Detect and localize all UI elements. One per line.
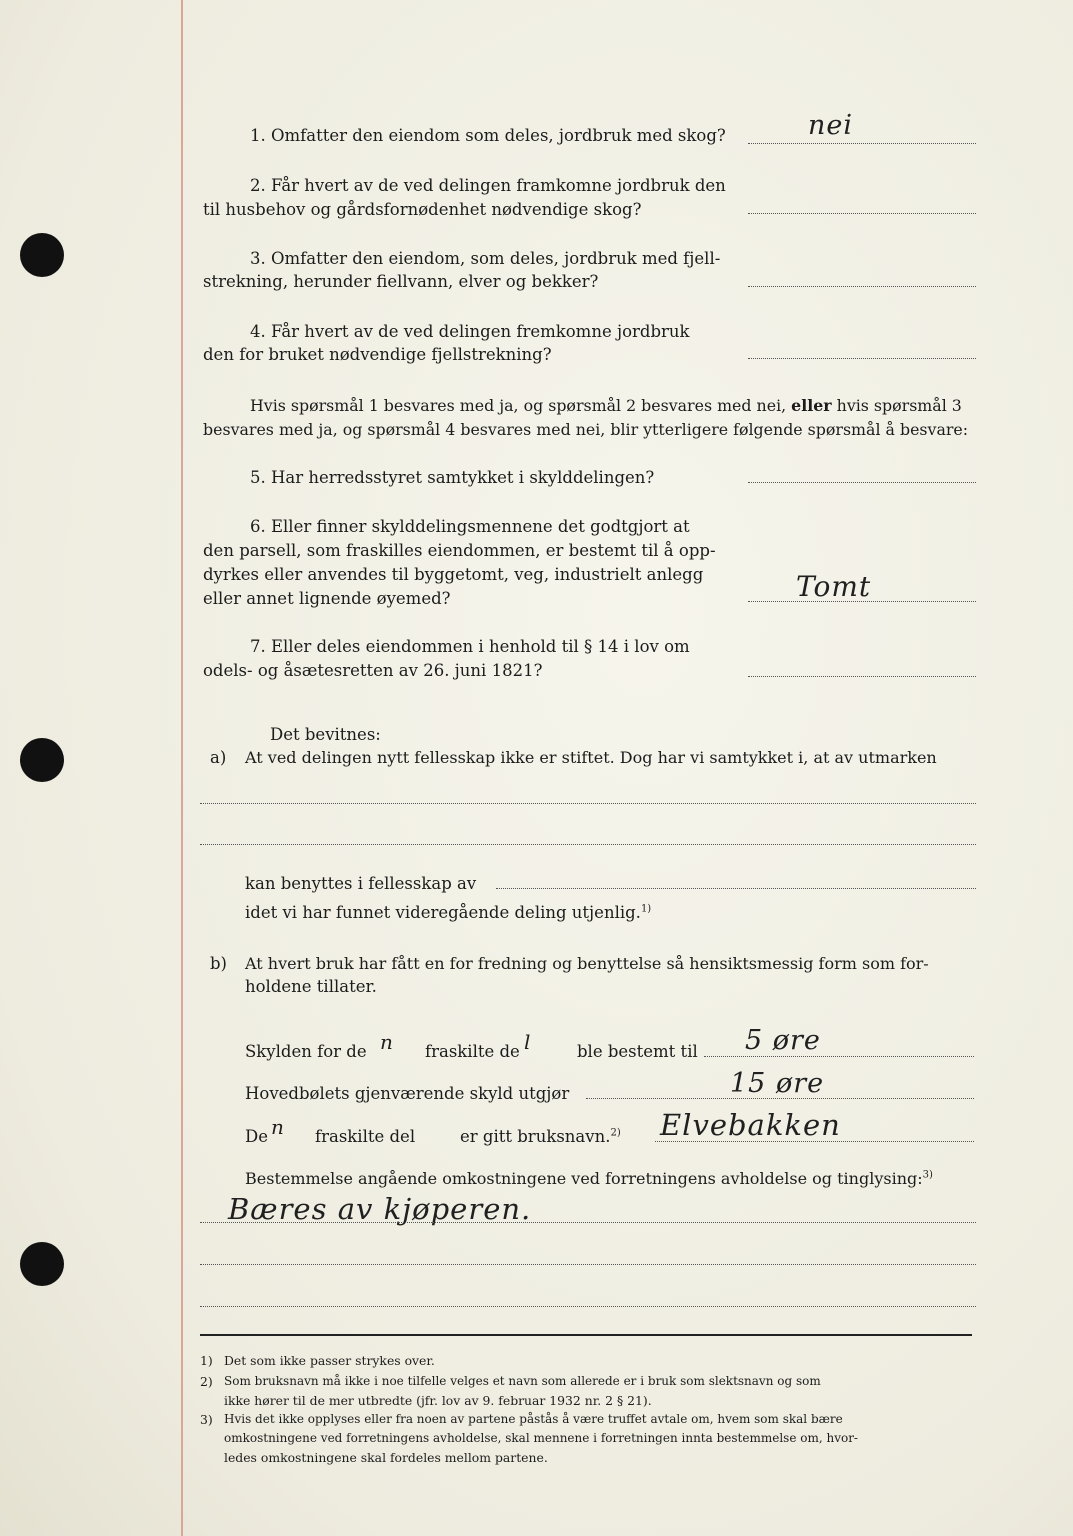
idet-text-body: idet vi har funnet videregående deling utjenlig. bbox=[245, 903, 641, 922]
skylden-answer: 5 øre bbox=[745, 1025, 821, 1056]
margin-line bbox=[181, 0, 183, 1536]
condition-line-2: besvares med ja, og spørsmål 4 besvares med nei, blir ytterligere følgende spørsmål å besvare: bbox=[203, 420, 969, 439]
hovedbolet-answer: 15 øre bbox=[730, 1068, 825, 1099]
footnote-2-line2: ikke hører til de mer utbredte (jfr. lov av 9. februar 1932 nr. 2 § 21). bbox=[224, 1393, 652, 1408]
question-4-line1: 4. Får hvert av de ved delingen fremkomne jordbruk bbox=[250, 322, 690, 341]
footnote-3-line3: ledes omkostningene skal fordeles mellom partene. bbox=[224, 1450, 548, 1465]
bruksnavn-handwritten-n: n bbox=[271, 1115, 285, 1139]
skylden-label-b: fraskilte de bbox=[425, 1042, 520, 1061]
footnote-3-line1: Hvis det ikke opplyses eller fra noen av partene påstås å være truffet avtale om, hvem som skal bære bbox=[224, 1412, 843, 1426]
question-6-line3: dyrkes eller anvendes til byggetomt, veg, industrielt anlegg bbox=[203, 565, 704, 584]
answer-line-3 bbox=[748, 286, 976, 287]
question-1: 1. Omfatter den eiendom som deles, jordbruk med skog? bbox=[250, 126, 726, 145]
question-7-line1: 7. Eller deles eiendommen i henhold til § 14 i lov om bbox=[250, 637, 690, 656]
condition-text-b: hvis spørsmål 3 bbox=[836, 396, 962, 415]
idet-footnote-ref: 1) bbox=[640, 903, 652, 915]
punch-hole-top bbox=[20, 233, 64, 277]
fraskilte-del-label: fraskilte del bbox=[315, 1127, 416, 1146]
footnote-1-mark: 1) bbox=[200, 1353, 213, 1368]
handwritten-answer-1: nei bbox=[808, 110, 854, 141]
footnote-separator bbox=[200, 1334, 972, 1336]
punch-hole-bottom bbox=[20, 1242, 64, 1286]
question-3-line2: strekning, herunder fiellvann, elver og bekker? bbox=[203, 272, 599, 291]
bruksnavn-label-text: er gitt bruksnavn. bbox=[460, 1127, 611, 1146]
bevitnes-a-label: a) bbox=[210, 748, 227, 767]
fill-line-fellesskap bbox=[496, 888, 976, 889]
question-6-line4: eller annet lignende øyemed? bbox=[203, 589, 451, 608]
question-2-line2: til husbehov og gårdsfornødenhet nødvendige skog? bbox=[203, 200, 642, 219]
footnote-2-mark: 2) bbox=[200, 1374, 213, 1389]
footnote-1: Det som ikke passer strykes over. bbox=[224, 1353, 435, 1368]
bevitnes-b-label: b) bbox=[210, 954, 227, 973]
condition-line-1 bbox=[250, 394, 962, 418]
bestemmelse-footnote-ref: 3) bbox=[922, 1169, 933, 1181]
question-7-line2: odels- og åsætesretten av 26. juni 1821? bbox=[203, 661, 543, 680]
question-5: 5. Har herredsstyret samtykket i skylddelingen? bbox=[250, 468, 655, 487]
fill-line-utmarken-1 bbox=[200, 803, 976, 804]
bevitnes-heading: Det bevitnes: bbox=[270, 725, 381, 744]
footnote-3-mark: 3) bbox=[200, 1412, 213, 1427]
question-6-line2: den parsell, som fraskilles eiendommen, er bestemt til å opp- bbox=[203, 541, 716, 560]
fill-line-bestemmelse-1 bbox=[200, 1222, 976, 1223]
bestemmelse-text: Bestemmelse angående omkostningene ved forretningens avholdelse og tinglysing: bbox=[245, 1169, 923, 1188]
fill-line-skylden bbox=[704, 1056, 974, 1057]
condition-text-a: Hvis spørsmål 1 besvares med ja, og spørsmål 2 besvares med nei, bbox=[250, 396, 787, 415]
answer-line-4 bbox=[748, 358, 976, 359]
kan-benyttes-label: kan benyttes i fellesskap av bbox=[245, 874, 477, 893]
bevitnes-a-text: At ved delingen nytt fellesskap ikke er stiftet. Dog har vi samtykket i, at av utmarken bbox=[245, 748, 937, 767]
skylden-label-a: Skylden for de bbox=[245, 1042, 367, 1061]
skylden-handwritten-1: n bbox=[380, 1030, 394, 1054]
bruksnavn-answer: Elvebakken bbox=[660, 1108, 841, 1142]
question-2-line1: 2. Får hvert av de ved delingen framkomne jordbruk den bbox=[250, 176, 726, 195]
bruksnavn-footnote-ref: 2) bbox=[610, 1127, 621, 1139]
bruksnavn-de-label: De bbox=[245, 1127, 268, 1146]
bruksnavn-label bbox=[460, 1125, 621, 1149]
bestemmelse-answer: Bæres av kjøperen. bbox=[228, 1192, 532, 1226]
footnote-2-line1: Som bruksnavn må ikke i noe tilfelle velges et navn som allerede er i bruk som slektsnavn og som bbox=[224, 1374, 821, 1388]
bevitnes-b-line1: At hvert bruk har fått en for fredning og benyttelse så hensiktsmessig form som for- bbox=[245, 954, 929, 973]
bestemmelse-label bbox=[245, 1167, 933, 1191]
fill-line-bestemmelse-2 bbox=[200, 1264, 976, 1265]
question-6-line1: 6. Eller finner skylddelingsmennene det godtgjort at bbox=[250, 517, 690, 536]
answer-line-1 bbox=[748, 143, 976, 144]
answer-line-2 bbox=[748, 213, 976, 214]
footnote-3-line2: omkostningene ved forretningens avholdelse, skal mennene i forretningen innta bestemmelse om, hvor- bbox=[224, 1431, 858, 1445]
hovedbolet-label: Hovedbølets gjenværende skyld utgjør bbox=[245, 1084, 570, 1103]
idet-text bbox=[245, 901, 651, 925]
question-3-line1: 3. Omfatter den eiendom, som deles, jordbruk med fjell- bbox=[250, 249, 721, 268]
bevitnes-b-line2: holdene tillater. bbox=[245, 977, 377, 996]
skylden-handwritten-2: l bbox=[524, 1030, 532, 1054]
condition-bold-eller: eller bbox=[791, 396, 832, 415]
fill-line-utmarken-2 bbox=[200, 844, 976, 845]
handwritten-answer-6: Tomt bbox=[796, 570, 872, 603]
punch-hole-middle bbox=[20, 738, 64, 782]
question-4-line2: den for bruket nødvendige fjellstrekning? bbox=[203, 345, 552, 364]
answer-line-7 bbox=[748, 676, 976, 677]
answer-line-5 bbox=[748, 482, 976, 483]
skylden-label-c: ble bestemt til bbox=[577, 1042, 698, 1061]
fill-line-bestemmelse-3 bbox=[200, 1306, 976, 1307]
